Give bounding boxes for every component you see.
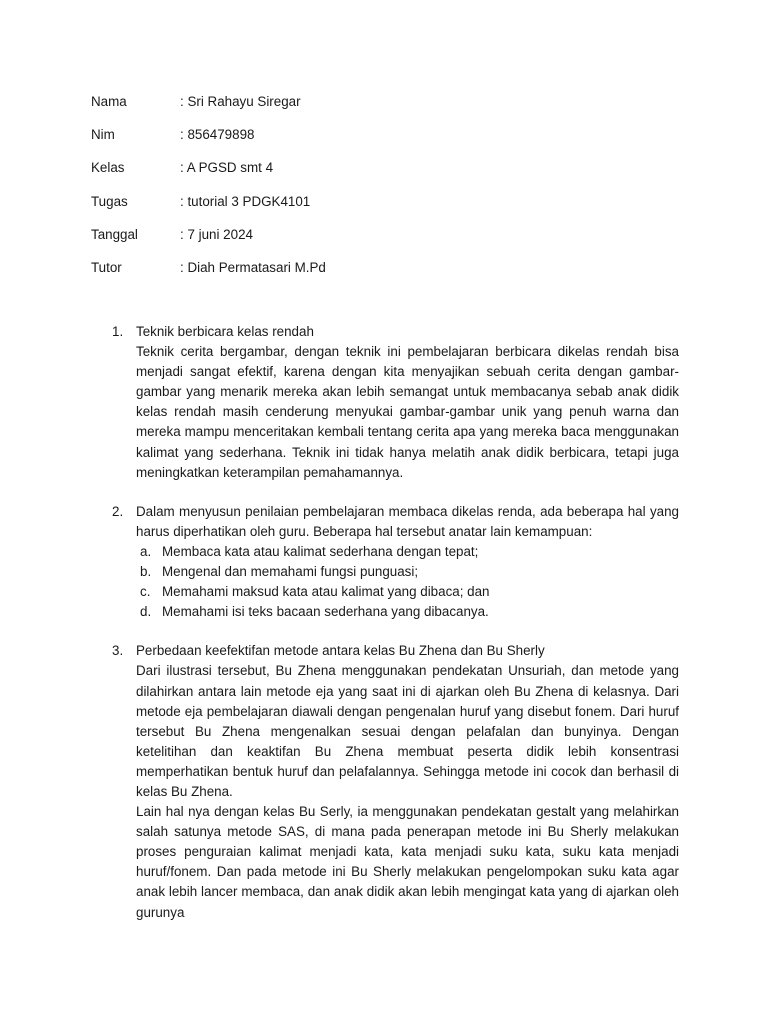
item-number: 1. <box>112 324 124 339</box>
item-paragraph: Dari ilustrasi tersebut, Bu Zhena menggunakan pendekatan Unsuriah, dan metode yang dilahirkan antara lain metode eja yang saat ini di ajarkan oleh Bu Zhena di kelasnya. Dari metode eja pembelajaran diawali dengan pengenalan huruf yang disebut fonem. Dari huruf tersebut Bu Zhena mengenalkan sesuai dengan pelafalan dan bunyinya. Dengan ketelitihan dan keaktifan Bu Zhena membuat peserta didik lebih konsentrasi memperhatikan bentuk huruf dan pelafalannya. Sehingga metode ini cocok dan berhasil di kelas Bu Zhena. <box>136 663 679 799</box>
sub-item-text: Memahami maksud kata atau kalimat yang dibaca; dan <box>162 584 490 600</box>
info-label: Tanggal <box>91 226 138 242</box>
info-row-tutor <box>91 259 326 292</box>
sub-item-letter: b. <box>140 564 152 580</box>
sub-item-text: Membaca kata atau kalimat sederhana dengan tepat; <box>162 543 479 559</box>
info-label: Tutor <box>91 259 122 275</box>
item-number: 2. <box>112 503 124 519</box>
info-value: : 856479898 <box>180 127 255 143</box>
info-row-nama <box>91 93 326 126</box>
answer-item-3 <box>112 641 679 922</box>
info-label: Tugas <box>91 193 128 209</box>
item-title: Perbedaan keefektifan metode antara kelas Bu Zhena dan Bu Sherly <box>136 643 545 659</box>
sub-item-letter: c. <box>140 584 151 600</box>
answer-list <box>0 322 768 923</box>
sub-item <box>136 562 679 582</box>
answer-item-2 <box>112 502 679 623</box>
info-row-tanggal <box>91 226 326 259</box>
info-value: : A PGSD smt 4 <box>180 160 274 176</box>
info-value: : Sri Rahayu Siregar <box>180 94 301 109</box>
sub-item-text: Memahami isi teks bacaan sederhana yang dibacanya. <box>162 604 489 620</box>
item-paragraph-2: Lain hal nya dengan kelas Bu Serly, ia menggunakan pendekatan gestalt yang melahirkan salah satunya metode SAS, di mana pada penerapan metode ini Bu Sherly melakukan proses penguraian kalimat menjadi kata, kata menjadi suku kata, suku kata menjadi huruf/fonem. Dan pada metode ini Bu Sherly melakukan pengelompokan suku kata agar anak lebih lancer membaca, dan anak didik akan lebih mengingat kata yang di ajarkan oleh gurunya <box>136 804 679 920</box>
info-row-nim <box>91 126 326 159</box>
info-row-tugas <box>91 193 326 226</box>
item-paragraph: Teknik cerita bergambar, dengan teknik ini pembelajaran berbicara dikelas rendah bisa menjadi sangat efektif, karena dengan kita menyajikan sebuah cerita dengan gambar-gambar yang menarik mereka akan lebih semangat untuk membacanya sebab anak didik kelas rendah masih cenderung menyukai gambar-gambar unik yang penuh warna dan mereka mampu menceritakan kembali tentang cerita apa yang mereka baca menggunakan kalimat yang sederhana. Teknik ini tidak hanya melatih anak didik berbicara, tetapi juga meningkatkan keterampilan pemahamannya. <box>136 344 679 480</box>
sub-item <box>136 542 679 562</box>
info-value: : tutorial 3 PDGK4101 <box>180 193 311 209</box>
answer-item-1 <box>112 322 679 483</box>
info-row-kelas <box>91 159 326 192</box>
sub-item-letter: d. <box>140 604 152 620</box>
student-info <box>91 93 326 292</box>
info-label: Nim <box>91 127 115 143</box>
info-value: : 7 juni 2024 <box>180 226 253 242</box>
sub-item-text: Mengenal dan memahami fungsi punguasi; <box>162 564 419 580</box>
sub-item <box>136 582 679 602</box>
info-value: : Diah Permatasari M.Pd <box>180 259 326 275</box>
item-title: Teknik berbicara kelas rendah <box>136 324 314 339</box>
sub-item-letter: a. <box>140 543 152 559</box>
info-label: Kelas <box>91 160 125 176</box>
item-number: 3. <box>112 643 124 659</box>
sub-item <box>136 602 679 622</box>
sub-list <box>136 542 679 622</box>
item-paragraph: Dalam menyusun penilaian pembelajaran membaca dikelas renda, ada beberapa hal yang harus diperhatikan oleh guru. Beberapa hal tersebut anatar lain kemampuan: <box>136 503 679 539</box>
info-label: Nama <box>91 94 127 109</box>
